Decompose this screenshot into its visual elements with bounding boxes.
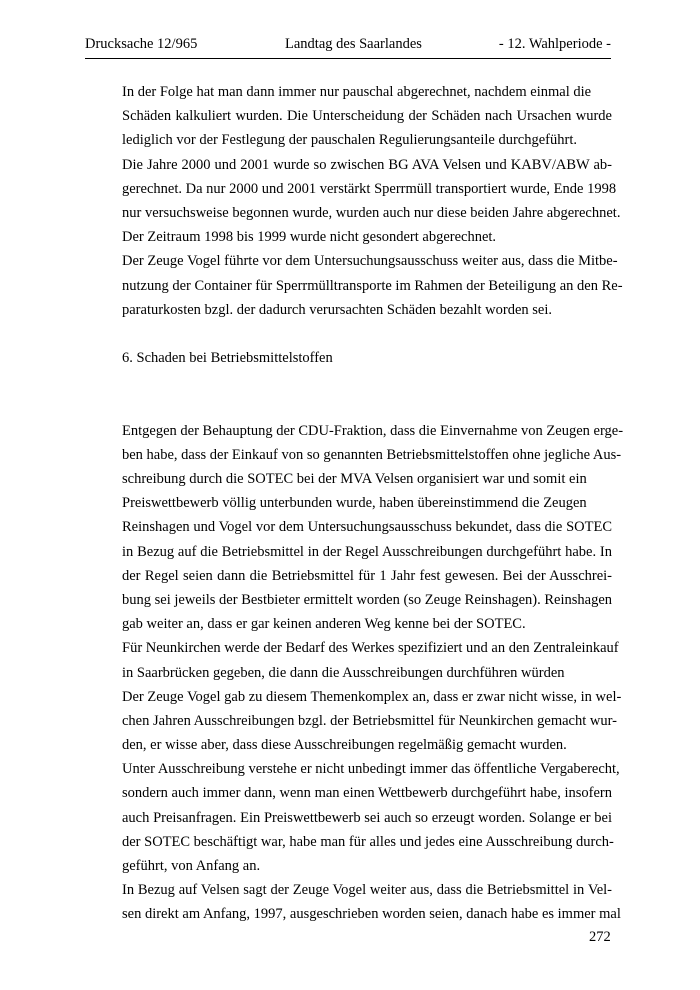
text-line: der Regel seien dann die Betriebsmittel für 1 Jahr fest gewesen. Bei der Ausschrei-: [122, 567, 612, 584]
text-line: geführt, von Anfang an.: [122, 858, 261, 874]
text-line: nur versuchsweise begonnen wurde, wurden auch nur diese beiden Jahre abgerechnet.: [122, 204, 621, 221]
text-line: Preiswettbewerb völlig unterbunden wurde, haben übereinstimmend die Zeugen: [122, 495, 587, 512]
text-line: in Saarbrücken gegeben, die dann die Ausschreibungen durchführen würden: [122, 664, 565, 681]
text-line: in Bezug auf die Betriebsmittel in der Regel Ausschreibungen durchgeführt habe. In: [122, 543, 612, 560]
page-number: 272: [589, 929, 611, 945]
text-line: auch Preisanfragen. Ein Preiswettbewerb sei auch so erzeugt worden. Solange er bei: [122, 809, 612, 826]
text-line: bung sei jeweils der Bestbieter ermittelt worden (so Zeuge Reinshagen). Reinshagen: [122, 591, 613, 608]
text-line: In Bezug auf Velsen sagt der Zeuge Vogel weiter aus, dass die Betriebsmittel in Vel-: [122, 882, 612, 899]
text-line: Unter Ausschreibung verstehe er nicht unbedingt immer das öffentliche Vergaberecht,: [122, 761, 620, 778]
text-line: Schäden kalkuliert wurden. Die Unterscheidung der Schäden nach Ursachen wurde: [122, 108, 612, 125]
text-line: Für Neunkirchen werde der Bedarf des Werkes spezifiziert und an den Zentraleinkauf: [122, 640, 619, 657]
paragraph-gap: [122, 394, 612, 418]
text-line: paraturkosten bzgl. der dadurch verursachten Schäden bezahlt worden sei.: [122, 301, 552, 318]
text-line: lediglich vor der Festlegung der pauschalen Regulierungsanteile durchgeführt.: [122, 132, 577, 149]
text-line: der SOTEC beschäftigt war, habe man für alles und jedes eine Ausschreibung durch-: [122, 833, 614, 850]
text-line: Reinshagen und Vogel vor dem Untersuchungsausschuss bekundet, dass die SOTEC: [122, 519, 612, 536]
text-line: sen direkt am Anfang, 1997, ausgeschrieben worden seien, danach habe es immer mal: [122, 906, 621, 923]
text-line: sondern auch immer dann, wenn man einen Wettbewerb durchgeführt habe, insofern: [122, 785, 612, 802]
text-line: ben habe, dass der Einkauf von so genannten Betriebsmittelstoffen ohne jegliche Aus-: [122, 446, 622, 463]
text-line: chen Jahren Ausschreibungen bzgl. der Betriebsmittel für Neunkirchen gemacht wur-: [122, 712, 617, 729]
paragraph-gap: [122, 370, 612, 394]
text-line: schreibung durch die SOTEC bei der MVA Velsen organisiert war und somit ein: [122, 471, 587, 487]
page-header: [85, 36, 611, 59]
text-line: Entgegen der Behauptung der CDU-Fraktion, dass die Einvernahme von Zeugen erge-: [122, 422, 624, 439]
text-line: Der Zeuge Vogel gab zu diesem Themenkomplex an, dass er zwar nicht wisse, in wel-: [122, 688, 622, 705]
parliament-name: Landtag des Saarlandes: [285, 36, 422, 52]
text-line: In der Folge hat man dann immer nur pauschal abgerechnet, nachdem einmal die: [122, 84, 592, 100]
paragraph-gap: [122, 322, 612, 346]
text-line: Die Jahre 2000 und 2001 wurde so zwischen BG AVA Velsen und KABV/ABW ab-: [122, 156, 612, 173]
text-line: gerechnet. Da nur 2000 und 2001 verstärkt Sperrmüll transportiert wurde, Ende 1998: [122, 180, 617, 197]
text-line: den, er wisse aber, dass diese Ausschreibungen regelmäßig gemacht wurden.: [122, 737, 567, 754]
text-line: gab weiter an, dass er gar keinen anderen Weg kenne bei der SOTEC.: [122, 616, 526, 633]
section-heading: 6. Schaden bei Betriebsmittelstoffen: [122, 350, 333, 367]
document-number: Drucksache 12/965: [85, 36, 198, 52]
text-line: nutzung der Container für Sperrmülltransporte im Rahmen der Beteiligung an den Re-: [122, 277, 623, 294]
text-line: Der Zeitraum 1998 bis 1999 wurde nicht gesondert abgerechnet.: [122, 229, 497, 246]
body-text: [122, 80, 624, 927]
legislative-period: - 12. Wahlperiode -: [498, 36, 611, 52]
text-line: Der Zeuge Vogel führte vor dem Untersuchungsausschuss weiter aus, dass die Mitbe-: [122, 253, 618, 270]
